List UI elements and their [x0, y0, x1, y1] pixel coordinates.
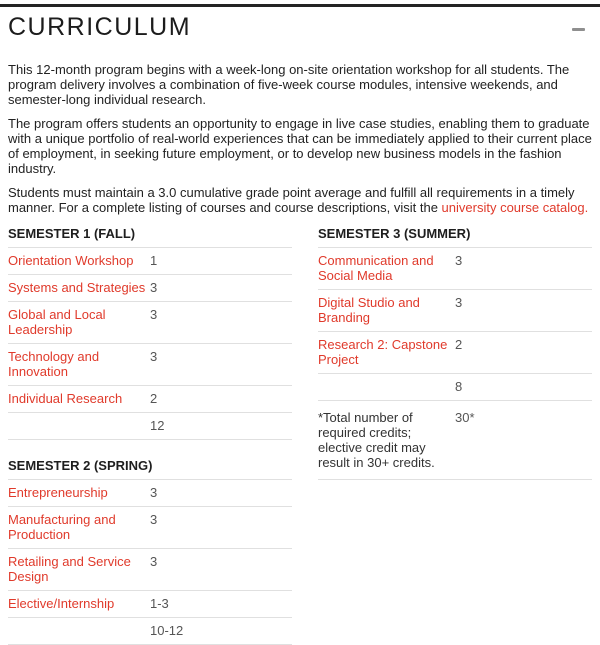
course-link[interactable]: Individual Research	[8, 391, 123, 406]
course-credits: 3	[455, 248, 592, 290]
course-link[interactable]: Elective/Internship	[8, 596, 115, 611]
credits-note-row	[318, 401, 592, 480]
table-row	[318, 332, 592, 374]
collapse-minus-icon[interactable]	[572, 28, 585, 31]
course-credits: 3	[150, 275, 292, 302]
table-row	[318, 248, 592, 290]
course-credits: 3	[150, 480, 292, 507]
table-row	[318, 290, 592, 332]
semester-2-heading: SEMESTER 2 (SPRING)	[8, 456, 292, 480]
total-row	[8, 413, 292, 440]
course-link[interactable]: Research 2: Capstone Project	[318, 337, 448, 367]
course-credits: 1-3	[150, 591, 292, 618]
course-credits: 3	[150, 549, 292, 591]
course-link[interactable]: Systems and Strategies	[8, 280, 146, 295]
course-credits: 3	[150, 507, 292, 549]
course-name-cell	[8, 248, 150, 275]
university-course-catalog-link[interactable]: university course catalog.	[441, 200, 589, 215]
table-row	[8, 591, 292, 618]
credits-note-text: *Total number of required credits; elective credit may result in 30+ credits.	[318, 401, 455, 480]
course-credits: 3	[150, 344, 292, 386]
empty-cell	[8, 413, 150, 440]
course-link[interactable]: Orientation Workshop	[8, 253, 134, 268]
course-name-cell	[318, 332, 455, 374]
course-name-cell	[8, 591, 150, 618]
credits-note-total: 30*	[455, 401, 592, 480]
semester-tables	[8, 224, 592, 645]
course-name-cell	[8, 507, 150, 549]
curriculum-section	[0, 4, 600, 645]
semester-2-header-row	[8, 456, 292, 480]
table-row	[8, 386, 292, 413]
semester-total-credits: 12	[150, 413, 292, 440]
course-credits: 1	[150, 248, 292, 275]
intro-text	[8, 62, 592, 215]
course-credits: 3	[150, 302, 292, 344]
course-credits: 3	[455, 290, 592, 332]
table-row	[8, 302, 292, 344]
semester-3-header-row	[318, 224, 592, 248]
course-credits: 2	[455, 332, 592, 374]
course-link[interactable]: Global and Local Leadership	[8, 307, 106, 337]
course-name-cell	[8, 549, 150, 591]
left-column	[8, 224, 292, 645]
course-link[interactable]: Entrepreneurship	[8, 485, 108, 500]
course-name-cell	[8, 386, 150, 413]
intro-paragraph-2: The program offers students an opportunity to engage in live case studies, enabling them to graduate with a unique portfolio of real-world experiences that can be immediately applied to their current place of employment, in seeking future employment, or to develop new business models in the fashion industry.	[8, 116, 592, 176]
table-row	[8, 480, 292, 507]
intro-paragraph-3	[8, 185, 592, 215]
course-link[interactable]: Digital Studio and Branding	[318, 295, 420, 325]
semester-total-credits: 10-12	[150, 618, 292, 645]
course-credits: 2	[150, 386, 292, 413]
course-link[interactable]: Technology and Innovation	[8, 349, 100, 379]
intro-paragraph-1: This 12-month program begins with a week-long on-site orientation workshop for all students. The program delivery involves a combination of five-week course modules, intensive weekends, and semester-long individual research.	[8, 62, 570, 107]
total-row	[318, 374, 592, 401]
semester-1-header-row	[8, 224, 292, 248]
course-link[interactable]: Communication and Social Media	[318, 253, 434, 283]
right-column	[318, 224, 592, 645]
course-name-cell	[318, 290, 455, 332]
page-title: CURRICULUM	[8, 13, 192, 41]
semester-1-heading: SEMESTER 1 (FALL)	[8, 224, 292, 248]
course-name-cell	[8, 302, 150, 344]
table-row	[8, 549, 292, 591]
table-row	[8, 275, 292, 302]
total-row	[8, 618, 292, 645]
course-name-cell	[8, 344, 150, 386]
course-name-cell	[8, 275, 150, 302]
semester-1-table	[8, 224, 292, 440]
course-name-cell	[8, 480, 150, 507]
semester-3-heading: SEMESTER 3 (SUMMER)	[318, 224, 592, 248]
table-row	[8, 344, 292, 386]
course-name-cell	[318, 248, 455, 290]
table-row	[8, 248, 292, 275]
table-row	[8, 507, 292, 549]
empty-cell	[8, 618, 150, 645]
intro-paragraph-3-text: Students must maintain a 3.0 cumulative grade point average and fulfill all requirements in a timely manner. For a complete listing of courses and course descriptions, visit the	[8, 185, 575, 215]
course-link[interactable]: Manufacturing and Production	[8, 512, 116, 542]
semester-total-credits: 8	[455, 374, 592, 401]
semester-3-table	[318, 224, 592, 480]
course-link[interactable]: Retailing and Service Design	[8, 554, 131, 584]
empty-cell	[318, 374, 455, 401]
